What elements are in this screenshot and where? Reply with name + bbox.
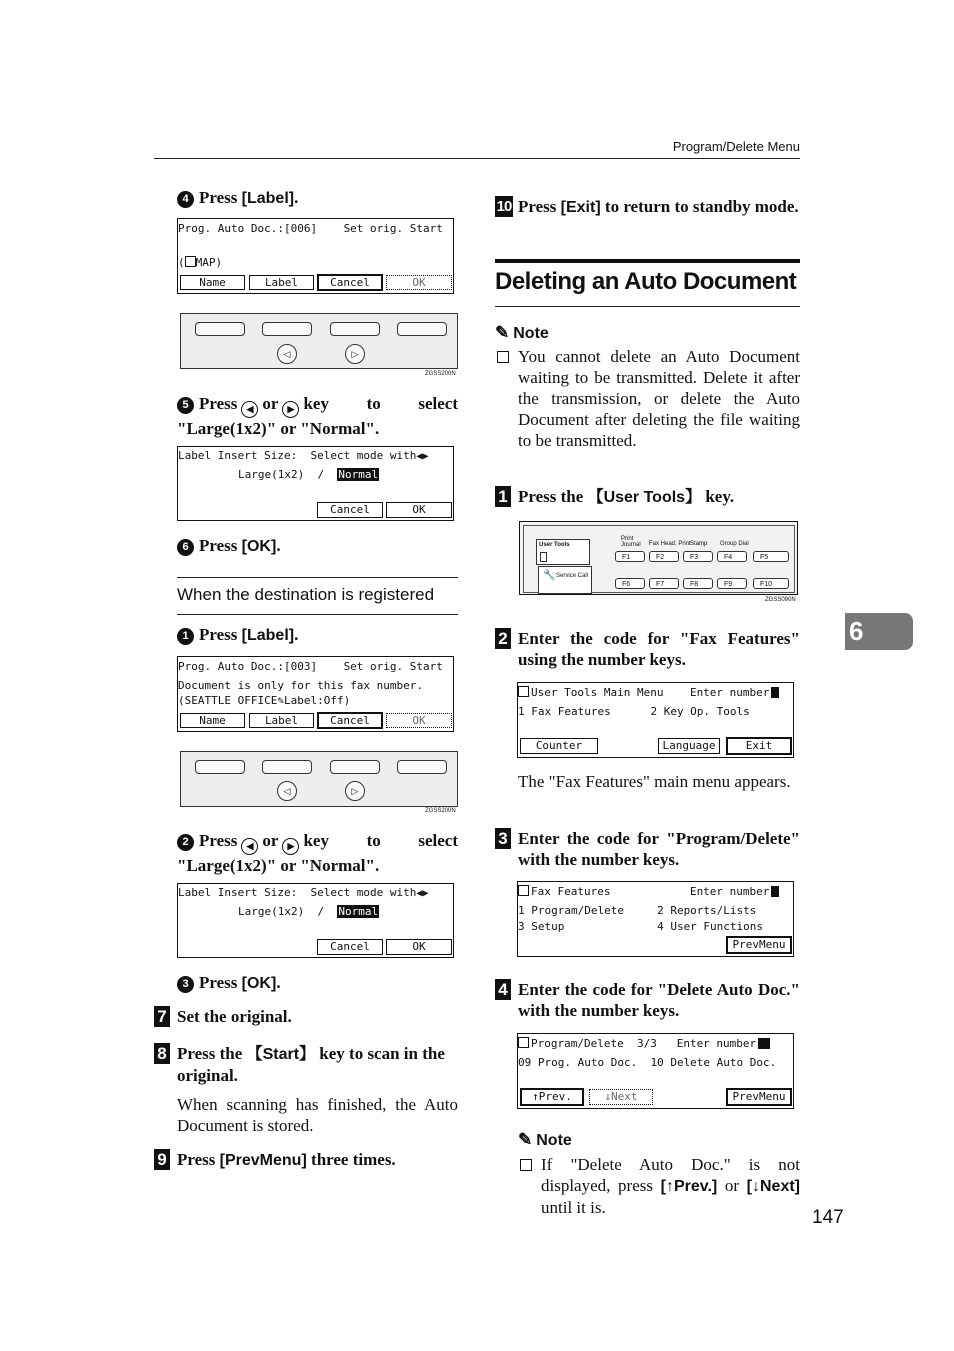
step-7 xyxy=(154,1006,458,1027)
selection-key-1[interactable] xyxy=(195,760,245,774)
step-r3 xyxy=(495,828,800,870)
user-tools-label: User Tools xyxy=(539,542,570,548)
cursor-icon xyxy=(758,1038,770,1049)
step-r2 xyxy=(495,628,800,670)
lcd-line-2: 09 Prog. Auto Doc. 10 Delete Auto Doc. xyxy=(518,1056,777,1069)
left-right-key-icon: ◀▶ xyxy=(416,888,429,899)
lcd-name-button[interactable]: Name xyxy=(180,713,245,728)
key-label: [↑Prev.] xyxy=(660,1178,718,1195)
step-number: 1 xyxy=(495,486,511,507)
figure-code: ZGSS200N xyxy=(425,371,456,377)
fax-head-print-label: Fax Head. Print xyxy=(649,541,691,547)
step-number: 9 xyxy=(154,1149,170,1170)
lcd-line-2: Document is only for this fax number. xyxy=(178,679,424,692)
right-key-icon: ▶ xyxy=(282,838,299,855)
page-number: 147 xyxy=(812,1207,844,1228)
substep-text: key to select "Large(1x2)" or "Normal". xyxy=(177,394,458,438)
lcd-screen-1 xyxy=(177,218,454,294)
lcd-line-1 xyxy=(178,886,428,900)
running-header: Program/Delete Menu xyxy=(672,139,800,154)
f3-key[interactable]: F3 xyxy=(683,551,713,562)
substep-text: Press xyxy=(199,536,242,555)
lcd-exit-button[interactable]: Exit xyxy=(726,737,792,755)
lcd-line-1 xyxy=(518,1037,770,1050)
right-arrow-key-icon[interactable]: ▷ xyxy=(345,781,365,801)
step-text: to return to standby mode. xyxy=(600,197,799,216)
step-number: 4 xyxy=(495,979,511,1000)
step-text: Press xyxy=(518,197,561,216)
section-rule-bottom xyxy=(495,306,800,307)
subheading: When the destination is registered xyxy=(177,585,435,604)
lcd-screen-2 xyxy=(177,446,454,521)
note-label: Note xyxy=(536,1132,572,1149)
left-key-icon: ◀ xyxy=(241,401,258,418)
substep-text: or xyxy=(262,394,279,413)
note-text: You cannot delete an Auto Document waiting to be transmitted. Delete it after the transmission, or delete the Auto Document after deleting the file waiting to be transmitted. xyxy=(518,347,800,450)
header-rule xyxy=(154,158,800,159)
substep-6 xyxy=(177,535,281,557)
control-panel-2 xyxy=(180,751,458,807)
key-label: [PrevMenu] xyxy=(219,1152,307,1169)
selection-key-3[interactable] xyxy=(330,760,380,774)
f1-key[interactable]: F1 xyxy=(615,551,645,562)
note-text: If "Delete Auto Doc." is not displayed, press xyxy=(541,1155,800,1195)
f7-key[interactable]: F7 xyxy=(649,578,679,589)
lcd-text: MAP) xyxy=(195,256,223,269)
substep-number: 3 xyxy=(177,976,194,993)
substep-text-end: . xyxy=(294,188,299,207)
lcd-next-button[interactable]: ↓Next xyxy=(589,1089,653,1105)
chapter-tab: 6 xyxy=(845,613,913,650)
f5-key[interactable]: F5 xyxy=(753,551,789,562)
selection-key-2[interactable] xyxy=(262,322,312,336)
selection-key-3[interactable] xyxy=(330,322,380,336)
substep-a1 xyxy=(177,624,298,646)
section-rule-top xyxy=(495,259,800,263)
substep-text: Press xyxy=(199,188,242,207)
print-journal-label: Print Journal xyxy=(621,536,641,548)
step-r4 xyxy=(495,979,800,1021)
pencil-icon: ✎ xyxy=(495,323,510,342)
substep-number: 5 xyxy=(177,397,194,414)
substep-number: 2 xyxy=(177,834,194,851)
f6-key[interactable]: F6 xyxy=(615,578,645,589)
lcd-line-1: Prog. Auto Doc.:[003] Set orig. Start xyxy=(178,660,443,673)
substep-text-end: . xyxy=(276,536,281,555)
menu-icon xyxy=(518,885,529,896)
lcd-cancel-button[interactable]: Cancel xyxy=(317,502,383,518)
substep-number: 6 xyxy=(177,539,194,556)
section-title: Deleting an Auto Document xyxy=(495,268,797,295)
cursor-icon xyxy=(771,687,779,698)
lcd-line-2 xyxy=(238,905,379,918)
substep-text: or xyxy=(262,831,279,850)
note-2-item xyxy=(518,1154,800,1218)
lcd-line-2 xyxy=(238,468,379,481)
lcd-line-1 xyxy=(178,449,428,463)
lcd-name-button[interactable]: Name xyxy=(180,275,245,290)
stamp-label: Stamp xyxy=(690,541,708,547)
lcd-label-button[interactable]: Label xyxy=(249,275,314,290)
menu-icon xyxy=(518,686,529,697)
substep-a3 xyxy=(177,972,281,994)
step-text: Enter the code for "Fax Features" using the number keys. xyxy=(518,629,800,669)
note-1-item xyxy=(495,346,800,451)
lcd-line-1 xyxy=(518,885,779,898)
lcd-cancel-button[interactable]: Cancel xyxy=(317,939,383,955)
memory-icon xyxy=(185,256,196,267)
substep-text: Press xyxy=(199,394,238,413)
step-text: Press the xyxy=(518,487,588,506)
lcd-ok-button[interactable]: OK xyxy=(386,713,452,728)
step-8 xyxy=(154,1043,458,1086)
lcd-prev-button[interactable]: ↑Prev. xyxy=(520,1088,584,1106)
lcd-screen-3 xyxy=(177,656,454,732)
note-label: Note xyxy=(513,325,549,342)
note-heading-2 xyxy=(518,1130,572,1150)
lcd-line-1: Prog. Auto Doc.:[006] Set orig. Start xyxy=(178,222,443,235)
user-tools-key[interactable] xyxy=(536,539,590,565)
indicator-icon xyxy=(540,552,547,562)
lcd-language-button[interactable]: Language xyxy=(658,738,720,754)
lcd-screen-4 xyxy=(177,883,454,958)
key-label: 【Start】 xyxy=(246,1046,316,1063)
substep-text: Press xyxy=(199,831,238,850)
menu-icon xyxy=(518,1037,529,1048)
checkbox-icon xyxy=(497,351,509,363)
key-label: [OK] xyxy=(241,975,277,992)
lcd-text: Label Insert Size: Select mode with xyxy=(178,449,417,462)
step-text: key to scan in the original. xyxy=(177,1044,445,1085)
wrench-icon: 🔧 xyxy=(543,570,556,581)
left-arrow-key-icon[interactable]: ◁ xyxy=(277,781,297,801)
lcd-screen-5 xyxy=(517,682,794,758)
step-number: 3 xyxy=(495,828,511,849)
substep-text: Press xyxy=(199,973,242,992)
lcd-prevmenu-button[interactable]: PrevMenu xyxy=(726,936,792,954)
substep-a2 xyxy=(177,830,458,876)
step-text: Press the xyxy=(177,1044,247,1063)
f2-key[interactable]: F2 xyxy=(649,551,679,562)
group-dial-label: Group Dial xyxy=(720,541,749,547)
step-text: three times. xyxy=(306,1150,396,1169)
selected-option[interactable]: Normal xyxy=(338,468,379,481)
substep-text-end: . xyxy=(294,625,299,644)
step-10 xyxy=(495,196,800,218)
lcd-screen-7 xyxy=(517,1033,794,1109)
step-number: 2 xyxy=(495,628,511,649)
note-text: until it is. xyxy=(541,1198,606,1217)
lcd-ok-button[interactable]: OK xyxy=(386,275,452,290)
key-label: [OK] xyxy=(241,538,277,555)
figure-code: ZGSS090N xyxy=(765,597,796,603)
figure-code: ZGSS200N xyxy=(425,808,456,814)
cursor-icon xyxy=(771,886,779,897)
selection-key-4[interactable] xyxy=(397,760,447,774)
f9-key[interactable]: F9 xyxy=(717,578,747,589)
lcd-line-1 xyxy=(518,686,779,699)
key-label: [Label] xyxy=(241,190,295,207)
lcd-text: (SEATTLE OFFICE xyxy=(178,694,278,707)
lcd-text: Label Insert Size: Select mode with xyxy=(178,886,417,899)
selection-key-4[interactable] xyxy=(397,322,447,336)
left-key-icon: ◀ xyxy=(241,838,258,855)
substep-text: key to select "Large(1x2)" or "Normal". xyxy=(177,831,458,875)
lcd-screen-6 xyxy=(517,881,794,957)
f4-key[interactable]: F4 xyxy=(717,551,747,562)
step-9 xyxy=(154,1149,458,1171)
lcd-text: Label:Off) xyxy=(283,694,351,707)
pencil-icon: ✎ xyxy=(518,1130,533,1149)
pencil-icon: ✎ xyxy=(277,694,284,707)
substep-5 xyxy=(177,393,458,439)
lcd-line-3 xyxy=(178,694,350,707)
left-right-key-icon: ◀▶ xyxy=(416,451,429,462)
lcd-counter-button[interactable]: Counter xyxy=(520,738,598,754)
step-r1 xyxy=(495,486,800,508)
substep-number: 1 xyxy=(177,628,194,645)
f10-key[interactable]: F10 xyxy=(753,578,789,589)
step-text: key. xyxy=(701,487,735,506)
right-arrow-key-icon[interactable]: ▷ xyxy=(345,344,365,364)
lcd-ok-button[interactable]: OK xyxy=(386,502,452,518)
lcd-line-3: 3 Setup 4 User Functions xyxy=(518,920,764,933)
step-text: Enter the code for "Program/Delete" with the number keys. xyxy=(518,829,800,869)
lcd-label-button[interactable]: Label xyxy=(249,713,314,728)
lcd-line-2 xyxy=(178,256,222,269)
lcd-text: Program/Delete 3/3 Enter number xyxy=(531,1037,757,1050)
key-label: 【User Tools】 xyxy=(587,489,702,506)
substep-text-end: . xyxy=(276,973,281,992)
control-panel-1 xyxy=(180,313,458,369)
lcd-text: User Tools Main Menu Enter number xyxy=(531,686,770,699)
lcd-text: Large(1x2) / xyxy=(238,468,338,481)
step-text: Enter the code for "Delete Auto Doc." with the number keys. xyxy=(518,980,800,1020)
lcd-line-2: 1 Fax Features 2 Key Op. Tools xyxy=(518,705,750,718)
note-text: or xyxy=(717,1176,747,1195)
key-label: [Exit] xyxy=(560,199,601,216)
lcd-text: ( xyxy=(178,256,185,269)
lcd-text: Large(1x2) / xyxy=(238,905,338,918)
service-call-label: Service Call xyxy=(556,573,589,579)
selection-key-2[interactable] xyxy=(262,760,312,774)
step-text: Set the original. xyxy=(177,1007,292,1026)
substep-number: 4 xyxy=(177,191,194,208)
key-label: [Label] xyxy=(241,627,295,644)
substep-4 xyxy=(177,187,298,209)
note-heading xyxy=(495,323,549,343)
selection-key-1[interactable] xyxy=(195,322,245,336)
operation-panel-figure xyxy=(519,521,798,595)
f8-key[interactable]: F8 xyxy=(683,578,713,589)
lcd-text: Fax Features Enter number xyxy=(531,885,770,898)
step-8-body: When scanning has finished, the Auto Document is stored. xyxy=(177,1095,458,1135)
subhead-rule-bottom xyxy=(177,614,458,615)
subhead-rule-top xyxy=(177,577,458,578)
checkbox-icon xyxy=(520,1159,532,1171)
lcd-ok-button[interactable]: OK xyxy=(386,939,452,955)
lcd-line-2: 1 Program/Delete 2 Reports/Lists xyxy=(518,904,757,917)
service-call-indicator xyxy=(538,566,592,594)
step-text: Press xyxy=(177,1150,220,1169)
selected-option[interactable]: Normal xyxy=(338,905,379,918)
substep-text: Press xyxy=(199,625,242,644)
lcd-cancel-button[interactable]: Cancel xyxy=(317,712,383,729)
step-number: 10 xyxy=(496,198,512,215)
step-number: 7 xyxy=(154,1006,170,1027)
right-key-icon: ▶ xyxy=(282,401,299,418)
left-arrow-key-icon[interactable]: ◁ xyxy=(277,344,297,364)
step-r2-body: The "Fax Features" main menu appears. xyxy=(518,772,791,791)
step-number: 8 xyxy=(154,1043,170,1064)
lcd-prevmenu-button[interactable]: PrevMenu xyxy=(726,1088,792,1106)
lcd-cancel-button[interactable]: Cancel xyxy=(317,274,383,291)
key-label: [↓Next] xyxy=(746,1178,800,1195)
